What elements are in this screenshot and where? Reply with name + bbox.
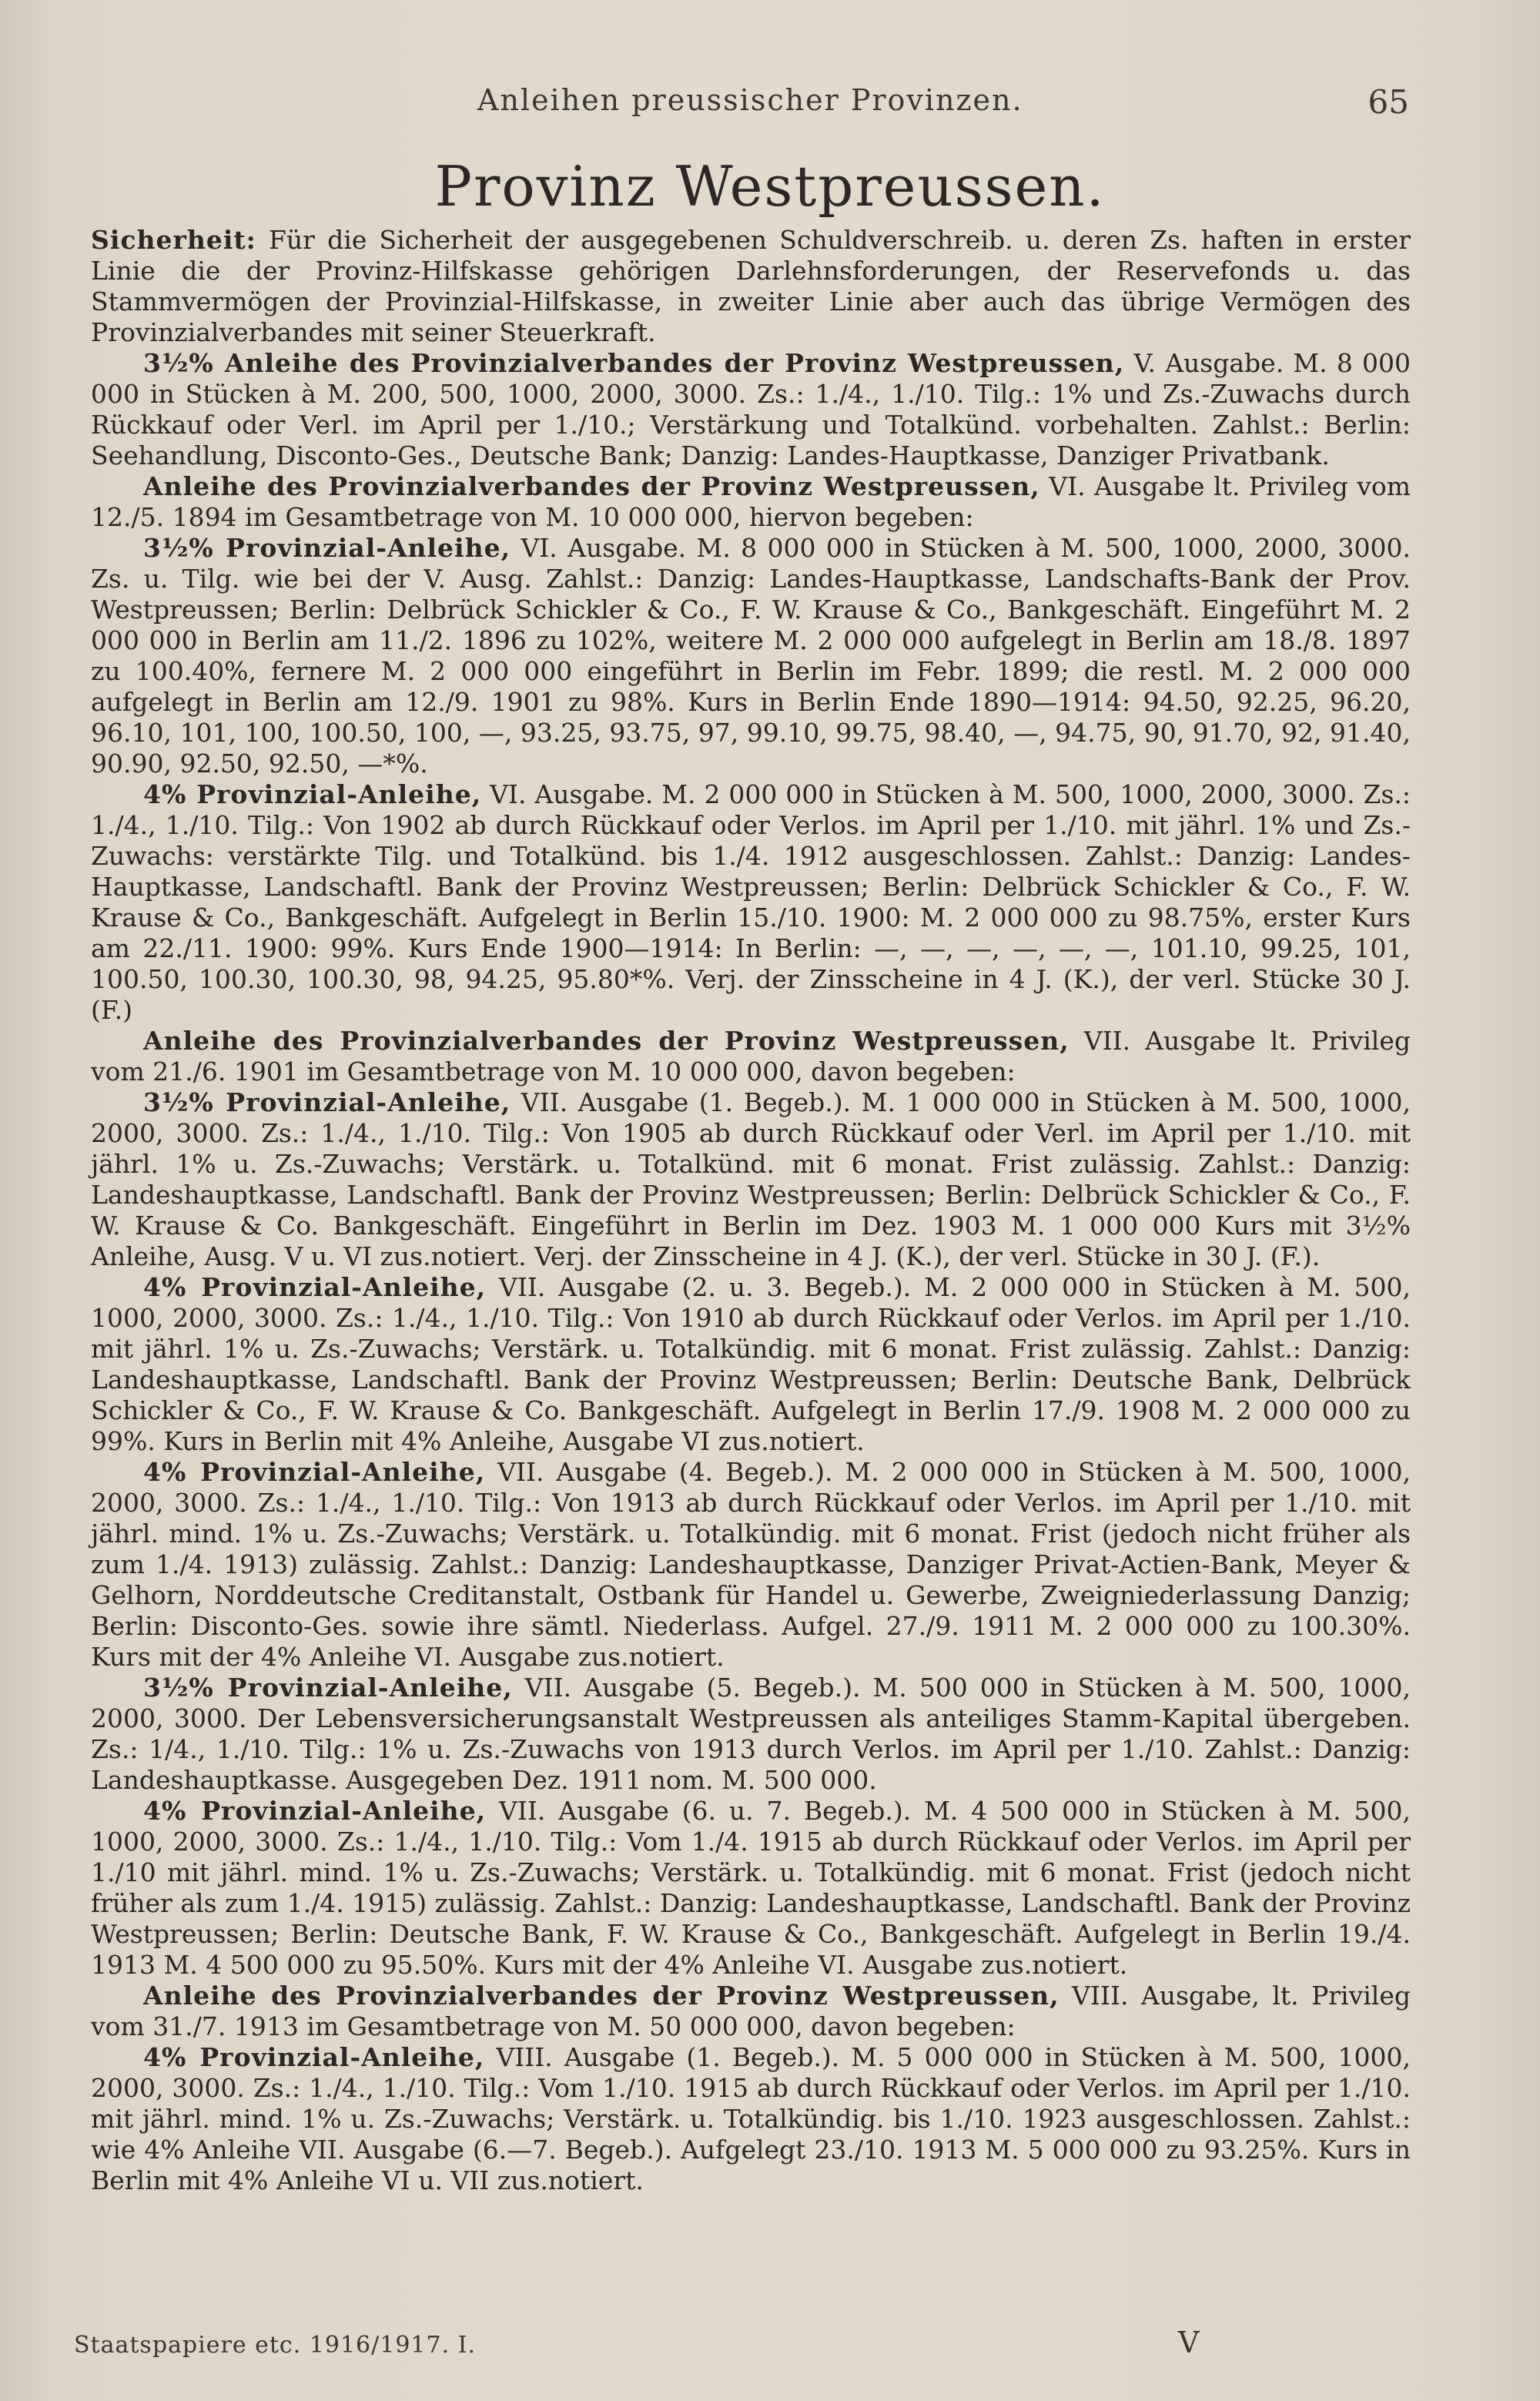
entry-heading: 3½% Provinzial-Anleihe, xyxy=(143,1673,513,1703)
page-number: 65 xyxy=(1368,83,1409,121)
document-body xyxy=(91,225,1411,2196)
entry-text: VII. Ausgabe lt. Privileg vom 21./6. 1901 im Gesamtbetrage von M. 10 000 000, davon begeben: xyxy=(91,1026,1411,1087)
entry-text: V. Ausgabe. M. 8 000 000 in Stücken à M. 200, 500, 1000, 2000, 3000. Zs.: 1./4., 1./10. Tilg.: 1% und Zs.-Zuwachs durch Rückkauf oder Verl. im April per 1./10.; Verstärkung und Totalkünd. vorbehalten. Zahlst.: Berlin: Seehandlung, Disconto-Ges., Deutsche Bank; Danzig: Landes-Hauptkasse, Danziger Privatbank. xyxy=(91,348,1411,470)
entry-vii-6-7 xyxy=(91,1796,1411,1981)
entry-heading: Anleihe des Provinzialverbandes der Provinz Westpreussen, xyxy=(143,1026,1070,1056)
entry-heading: Anleihe des Provinzialverbandes der Provinz Westpreussen, xyxy=(143,1981,1060,2011)
sicherheit-paragraph xyxy=(91,225,1411,348)
entry-vi-4 xyxy=(91,779,1411,1026)
entry-heading: 4% Provinzial-Anleihe, xyxy=(143,1272,487,1302)
entry-heading: Anleihe des Provinzialverbandes der Provinz Westpreussen, xyxy=(143,471,1040,501)
entry-privileg-viii xyxy=(91,1981,1411,2042)
entry-text: VI. Ausgabe. M. 8 000 000 in Stücken à M. 500, 1000, 2000, 3000. Zs. u. Tilg. wie bei der V. Ausg. Zahlst.: Danzig: Landes-Hauptkasse, Landschafts-Bank der Prov. Westpreussen; Berlin: Delbrück Schickler & Co., F. W. Krause & Co., Bankgeschäft. Eingeführt M. 2 000 000 in Berlin am 11./2. 1896 zu 102%, weitere M. 2 000 000 aufgelegt in Berlin am 18./8. 1897 zu 100.40%, fernere M. 2 000 000 eingeführt in Berlin im Febr. 1899; die restl. M. 2 000 000 aufgelegt in Berlin am 12./9. 1901 zu 98%. Kurs in Berlin Ende 1890—1914: 94.50, 92.25, 96.20, 96.10, 101, 100, 100.50, 100, —, 93.25, 93.75, 97, 99.10, 99.75, 98.40, —, 94.75, 90, 91.70, 92, 91.40, 90.90, 92.50, 92.50, —*%. xyxy=(91,533,1411,779)
entry-heading: 4% Provinzial-Anleihe, xyxy=(143,1796,487,1826)
entry-heading: 4% Provinzial-Anleihe, xyxy=(143,779,482,809)
entry-heading: 4% Provinzial-Anleihe, xyxy=(143,2042,485,2072)
entry-text: VII. Ausgabe (6. u. 7. Begeb.). M. 4 500 000 in Stücken à M. 500, 1000, 2000, 3000. Zs.: 1./4., 1./10. Tilg.: Vom 1./4. 1915 ab durch Rückkauf oder Verlos. im April per 1./10 mit jährl. mind. 1% u. Zs.-Zuwachs; Verstärk. u. Totalkündig. mit 6 monat. Frist (jedoch nicht früher als zum 1./4. 1915) zulässig. Zahlst.: Danzig: Landeshauptkasse, Landschaftl. Bank der Provinz Westpreussen; Berlin: Deutsche Bank, F. W. Krause & Co., Bankgeschäft. Aufgelegt in Berlin 19./4. 1913 M. 4 500 000 zu 95.50%. Kurs mit der 4% Anleihe VI. Ausgabe zus.notiert. xyxy=(91,1796,1411,1980)
entry-text: VI. Ausgabe lt. Privileg vom 12./5. 1894 im Gesamtbetrage von M. 10 000 000, hiervon begeben: xyxy=(91,471,1411,532)
entry-vii-2-3 xyxy=(91,1272,1411,1457)
entry-privileg-vi xyxy=(91,471,1411,533)
running-head: Anleihen preussischer Provinzen. xyxy=(477,83,1023,117)
entry-text: VIII. Ausgabe (1. Begeb.). M. 5 000 000 in Stücken à M. 500, 1000, 2000, 3000. Zs.: 1./4., 1./10. Tilg.: Vom 1./10. 1915 ab durch Rückkauf oder Verlos. im April per 1./10. mit jährl. mind. 1% u. Zs.-Zuwachs; Verstärk. u. Totalkündig. bis 1./10. 1923 ausgeschlossen. Zahlst.: wie 4% Anleihe VII. Ausgabe (6.—7. Begeb.). Aufgelegt 23./10. 1913 M. 5 000 000 zu 93.25%. Kurs in Berlin mit 4% Anleihe VI u. VII zus.notiert. xyxy=(91,2042,1411,2195)
entry-heading: 3½% Provinzial-Anleihe, xyxy=(143,533,511,563)
sicherheit-label: Sicherheit: xyxy=(91,225,256,255)
entry-privileg-vii xyxy=(91,1026,1411,1087)
entry-viii-1 xyxy=(91,2042,1411,2196)
entry-vii-5 xyxy=(91,1673,1411,1796)
entry-heading: 3½% Anleihe des Provinzialverbandes der Provinz Westpreussen, xyxy=(143,348,1125,378)
entry-text: VII. Ausgabe (5. Begeb.). M. 500 000 in Stücken à M. 500, 1000, 2000, 3000. Der Lebensversicherungsanstalt Westpreussen als anteiliges Stamm-Kapital übergeben. Zs.: 1/4., 1./10. Tilg.: 1% u. Zs.-Zuwachs von 1913 durch Verlos. im April per 1./10. Zahlst.: Danzig: Landeshauptkasse. Ausgegeben Dez. 1911 nom. M. 500 000. xyxy=(91,1673,1411,1795)
entry-vii-1 xyxy=(91,1087,1411,1272)
entry-vii-4 xyxy=(91,1457,1411,1673)
entry-text: VI. Ausgabe. M. 2 000 000 in Stücken à M. 500, 1000, 2000, 3000. Zs.: 1./4., 1./10. Tilg.: Von 1902 ab durch Rückkauf oder Verlos. im April per 1./10. mit jährl. 1% und Zs.-Zuwachs: verstärkte Tilg. und Totalkünd. bis 1./4. 1912 ausgeschlossen. Zahlst.: Danzig: Landes-Hauptkasse, Landschaftl. Bank der Provinz Westpreussen; Berlin: Delbrück Schickler & Co., F. W. Krause & Co., Bankgeschäft. Aufgelegt in Berlin 15./10. 1900: M. 2 000 000 zu 98.75%, erster Kurs am 22./11. 1900: 99%. Kurs Ende 1900—1914: In Berlin: —, —, —, —, —, —, 101.10, 99.25, 101, 100.50, 100.30, 100.30, 98, 94.25, 95.80*%. Verj. der Zinsscheine in 4 J. (K.), der verl. Stücke 30 J. (F.) xyxy=(91,779,1411,1025)
entry-vi-3-5 xyxy=(91,533,1411,779)
sicherheit-text: Für die Sicherheit der ausgegebenen Schuldverschreib. u. deren Zs. haften in erster Linie die der Provinz-Hilfskasse gehörigen Darlehnsforderungen, der Reservefonds u. das Stammvermögen der Provinzial-Hilfskasse, in zweiter Linie aber auch das übrige Vermögen des Provinzialverbandes mit seiner Steuerkraft. xyxy=(91,225,1411,347)
page-title: Provinz Westpreussen. xyxy=(434,154,1106,219)
footer-signature-mark: V xyxy=(1178,2326,1200,2359)
entry-text: VII. Ausgabe (1. Begeb.). M. 1 000 000 in Stücken à M. 500, 1000, 2000, 3000. Zs.: 1./4., 1./10. Tilg.: Von 1905 ab durch Rückkauf oder Verl. im April per 1./10. mit jährl. 1% u. Zs.-Zuwachs; Verstärk. u. Totalkünd. mit 6 monat. Frist zulässig. Zahlst.: Danzig: Landeshauptkasse, Landschaftl. Bank der Provinz Westpreussen; Berlin: Delbrück Schickler & Co., F. W. Krause & Co. Bankgeschäft. Eingeführt in Berlin im Dez. 1903 M. 1 000 000 Kurs mit 3½% Anleihe, Ausg. V u. VI zus.notiert. Verj. der Zinsscheine in 4 J. (K.), der verl. Stücke in 30 J. (F.). xyxy=(91,1087,1411,1271)
entry-text: VIII. Ausgabe, lt. Privileg vom 31./7. 1913 im Gesamtbetrage von M. 50 000 000, davon begeben: xyxy=(91,1981,1411,2041)
footer-source: Staatspapiere etc. 1916/1917. I. xyxy=(74,2332,477,2359)
entry-heading: 4% Provinzial-Anleihe, xyxy=(143,1457,486,1487)
entry-heading: 3½% Provinzial-Anleihe, xyxy=(143,1087,511,1117)
entry-anleihe-v xyxy=(91,348,1411,471)
entry-text: VII. Ausgabe (4. Begeb.). M. 2 000 000 in Stücken à M. 500, 1000, 2000, 3000. Zs.: 1./4., 1./10. Tilg.: Von 1913 ab durch Rückkauf oder Verlos. im April per 1./10. mit jährl. mind. 1% u. Zs.-Zuwachs; Verstärk. u. Totalkündig. mit 6 monat. Frist (jedoch nicht früher als zum 1./4. 1913) zulässig. Zahlst.: Danzig: Landeshauptkasse, Danziger Privat-Actien-Bank, Meyer & Gelhorn, Norddeutsche Creditanstalt, Ostbank für Handel u. Gewerbe, Zweigniederlassung Danzig; Berlin: Disconto-Ges. sowie ihre sämtl. Niederlass. Aufgel. 27./9. 1911 M. 2 000 000 zu 100.30%. Kurs mit der 4% Anleihe VI. Ausgabe zus.notiert. xyxy=(91,1457,1411,1672)
entry-text: VII. Ausgabe (2. u. 3. Begeb.). M. 2 000 000 in Stücken à M. 500, 1000, 2000, 3000. Zs.: 1./4., 1./10. Tilg.: Von 1910 ab durch Rückkauf oder Verlos. im April per 1./10. mit jährl. 1% u. Zs.-Zuwachs; Verstärk. u. Totalkündig. mit 6 monat. Frist zulässig. Zahlst.: Danzig: Landeshauptkasse, Landschaftl. Bank der Provinz Westpreussen; Berlin: Deutsche Bank, Delbrück Schickler & Co., F. W. Krause & Co. Bankgeschäft. Aufgelegt in Berlin 17./9. 1908 M. 2 000 000 zu 99%. Kurs in Berlin mit 4% Anleihe, Ausgabe VI zus.notiert. xyxy=(91,1272,1411,1456)
